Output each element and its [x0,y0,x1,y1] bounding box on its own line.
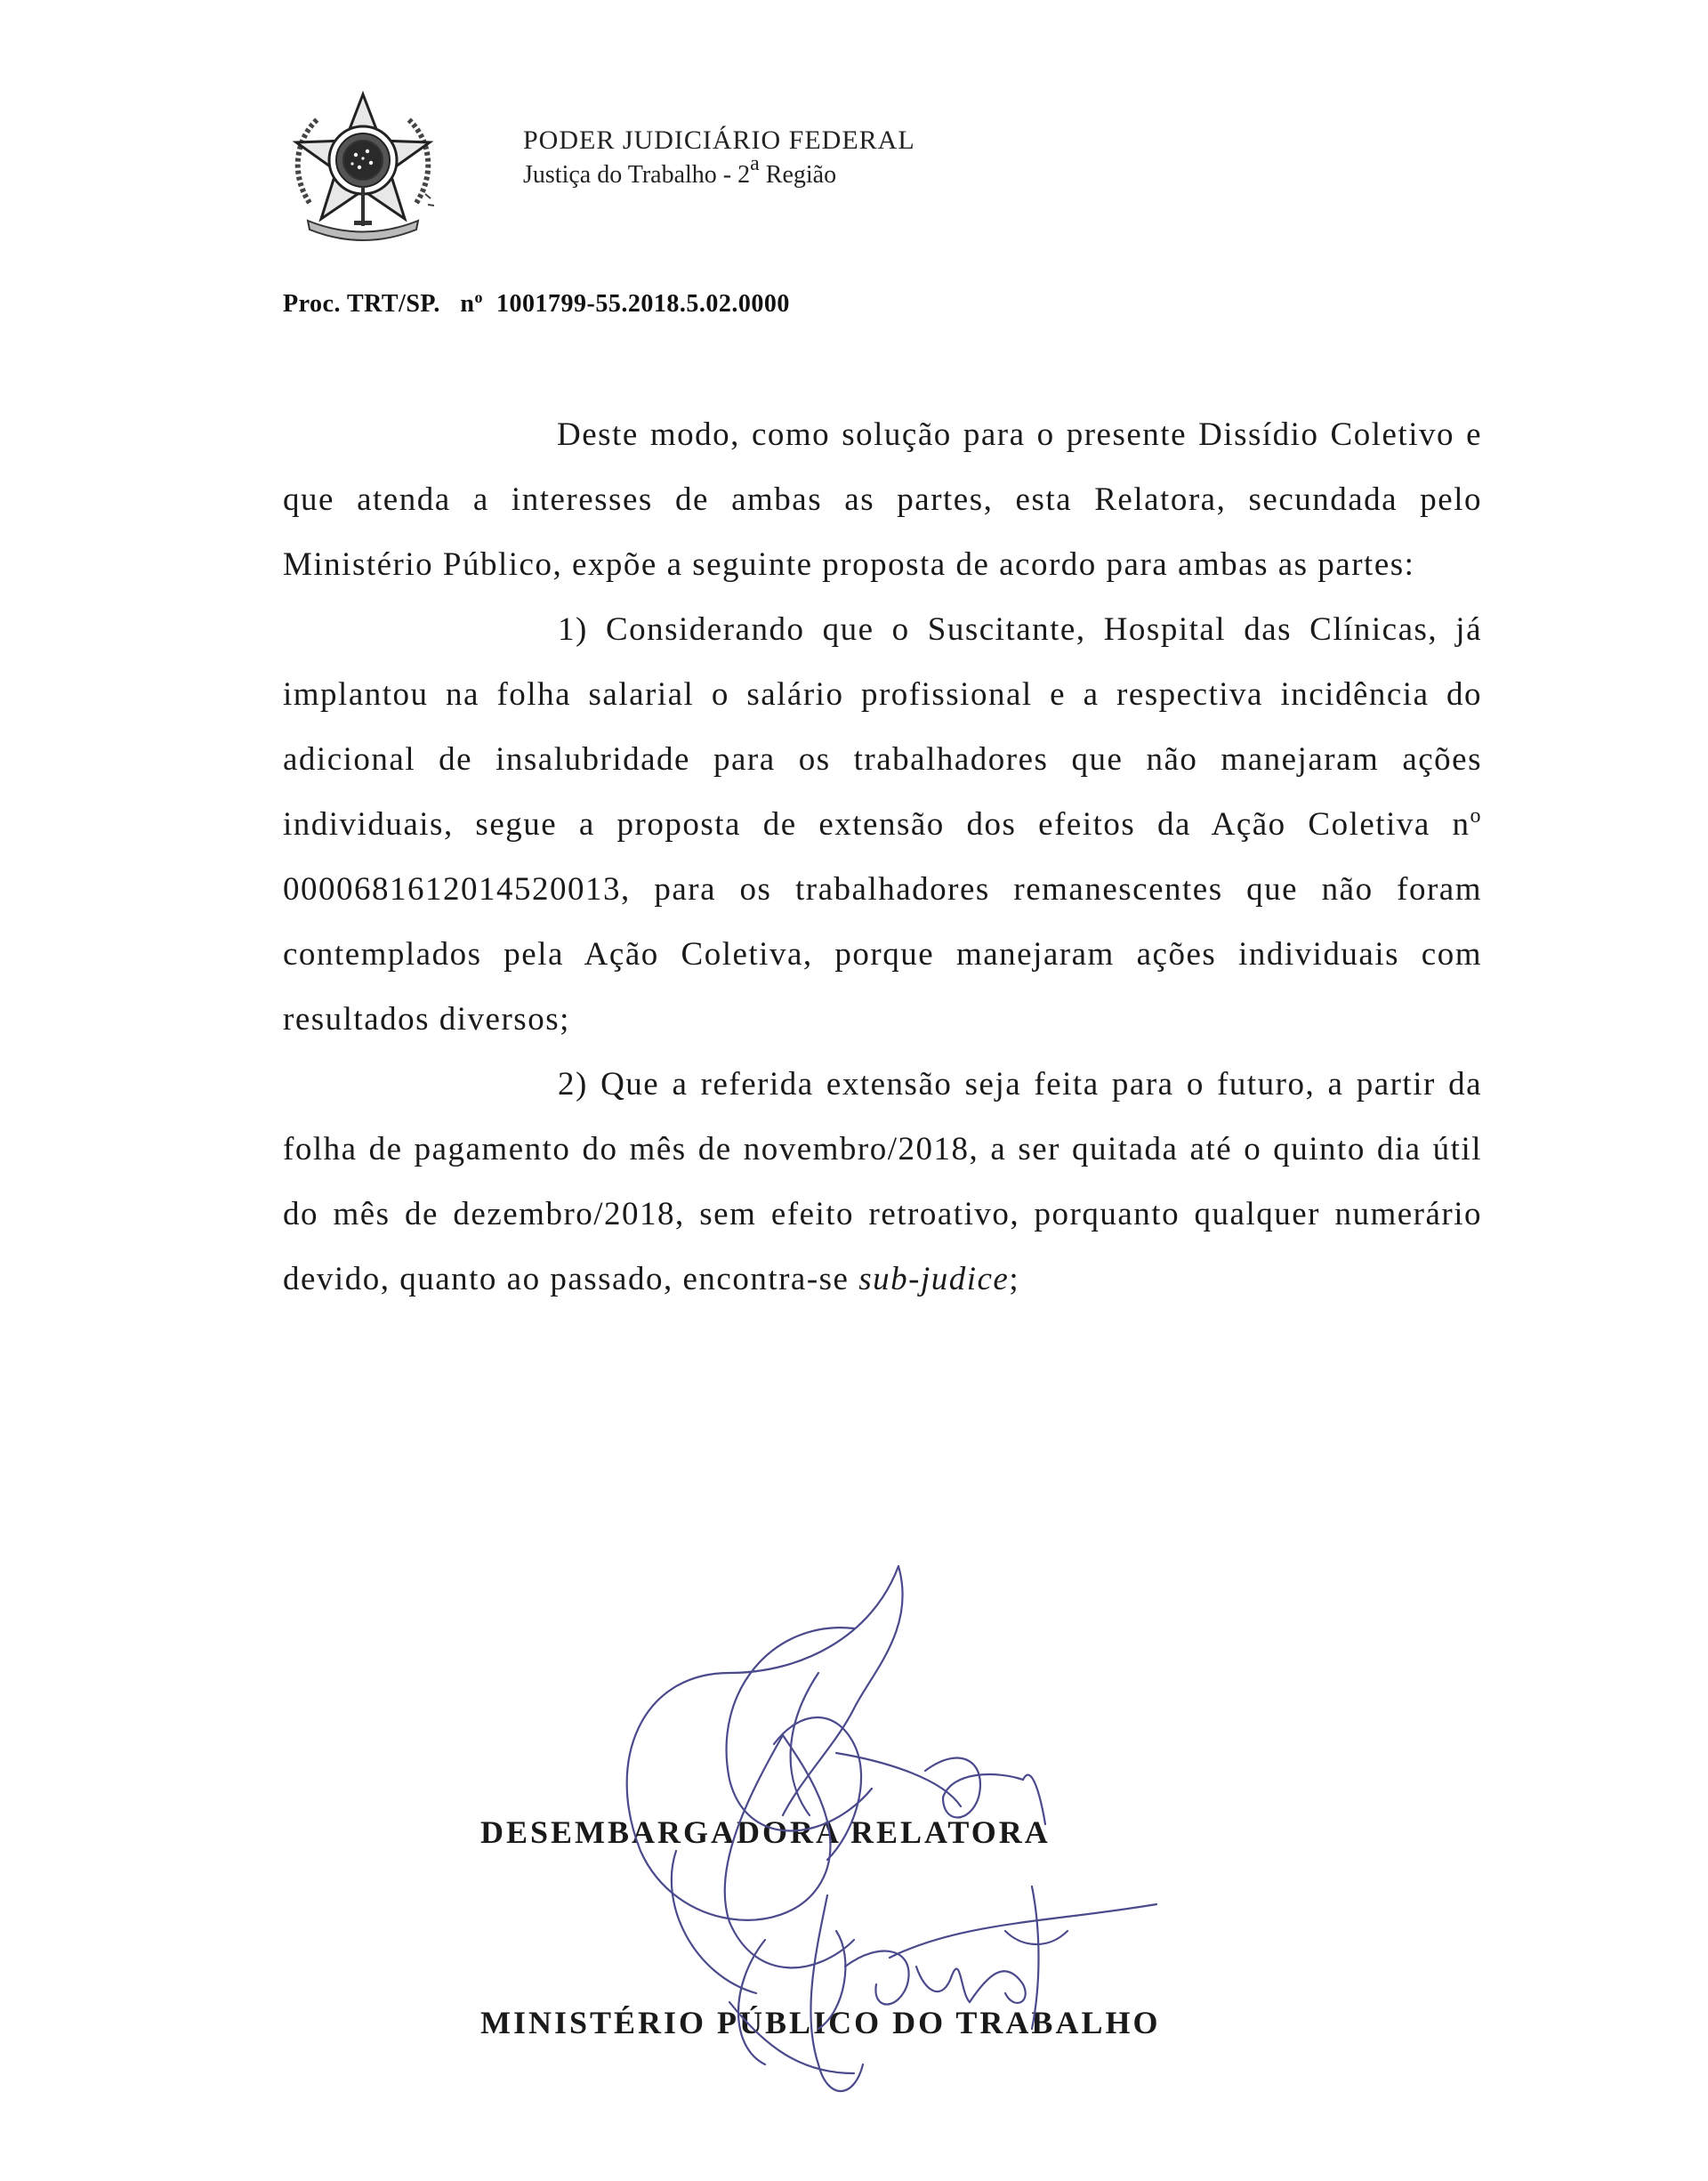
institution-name: PODER JUDICIÁRIO FEDERAL [523,125,915,155]
signatory-mpt: MINISTÉRIO PÚBLICO DO TRABALHO [480,2005,1161,2040]
signatory-relatora: DESEMBARGADORA RELATORA [480,1814,1051,1850]
paragraph-item-1: 1) Considerando que o Suscitante, Hospital das Clínicas, já implantou na folha salarial o salário profissional e a respectiva incidência do adicional de insalubridade para os trabalhadores que não manejaram ações individuais, segue a proposta de extensão dos efeitos da Ação Coletiva $n^o$ 0000681612014520013, para os trabalhadores remanescentes que não foram contemplados pela Ação Coletiva, porque manejaram ações individuais com resultados diversos; [283,611,1482,1038]
paragraph-intro: Deste modo, como solução para o presente Dissídio Coletivo e que atenda a interesses de ambas as partes, esta Relatora, secundada pelo Ministério Público, expõe a seguinte proposta de acordo para ambas as partes: [283,416,1482,583]
document-body [283,402,1482,1312]
process-number: Proc. TRT/SP. $n^o$ 1001799-55.2018.5.02.0000 [283,288,790,318]
header [523,123,915,192]
institution-region: Justiça do Trabalho - 2a Região [523,152,837,189]
coat-of-arms-icon [283,87,443,247]
paragraph-item-2: 2) Que a referida extensão seja feita para o futuro, a partir da folha de pagamento do mês de novembro/2018, a ser quitada até o quinto dia útil do mês de dezembro/2018, sem efeito retroativo, porquanto qualquer numerário devido, quanto ao passado, encontra-se sub-judice; [283,1066,1482,1297]
